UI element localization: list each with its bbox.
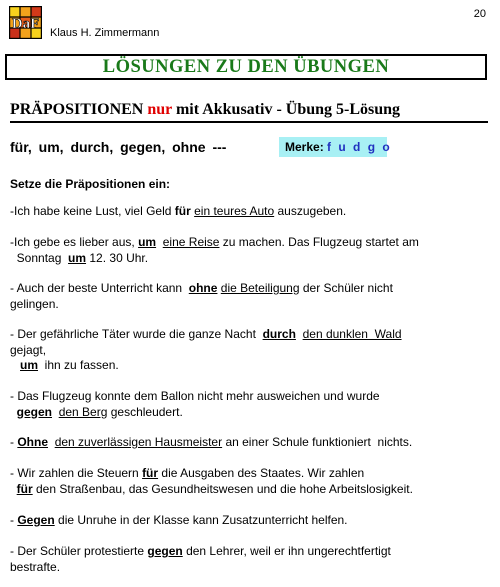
sentence-text xyxy=(48,435,55,449)
answer-object: den Berg xyxy=(58,404,108,419)
merke-box xyxy=(279,137,392,157)
exercise-1 xyxy=(10,204,492,220)
exercise-3 xyxy=(10,281,492,312)
heading-part2: mit Akkusativ - Übung 5-Lösung xyxy=(171,101,401,118)
sentence-text: - xyxy=(10,435,18,449)
merke-label: Merke: xyxy=(285,140,328,154)
sentence-text: - xyxy=(10,513,18,527)
exercise-6 xyxy=(10,435,492,451)
sentence-text: - Das Flugzeug konnte dem Ballon nicht mehr ausweichen und wurde xyxy=(10,389,380,403)
exercise-8 xyxy=(10,513,492,529)
page-title: LÖSUNGEN ZU DEN ÜBUNGEN xyxy=(5,54,487,80)
merke-code: f u d g o xyxy=(327,140,392,154)
answer-preposition: ohne xyxy=(188,281,218,295)
heading-part1: PRÄPOSITIONEN xyxy=(10,101,148,118)
sentence-text xyxy=(10,482,17,496)
exercise-5 xyxy=(10,389,492,420)
sentence-text: - Wir zahlen die Steuern xyxy=(10,466,143,480)
sentence-text: die Ausgaben des Staates. Wir zahlen xyxy=(158,466,365,480)
answer-preposition: für xyxy=(142,466,159,480)
answer-preposition: gegen xyxy=(147,544,183,558)
section-heading xyxy=(10,101,400,119)
answer-preposition: um xyxy=(68,250,87,265)
sentence-text xyxy=(52,405,59,419)
preposition-list: für, um, durch, gegen, ohne --- xyxy=(10,139,227,155)
sentence-text: auszugeben. xyxy=(274,204,347,218)
heading-highlight: nur xyxy=(147,101,172,118)
answer-object: den zuverlässigen Hausmeister xyxy=(54,435,223,449)
heading-underline xyxy=(10,121,488,123)
answer-preposition: für xyxy=(174,204,191,218)
sentence-text: - Der Schüler protestierte xyxy=(10,544,148,558)
answer-preposition: für xyxy=(16,481,33,496)
answer-preposition: gegen xyxy=(16,404,53,419)
sentence-text xyxy=(10,405,17,419)
answer-object: ein teures Auto xyxy=(194,204,275,218)
answer-preposition: Gegen xyxy=(17,513,55,527)
sentence-text: ihn zu fassen. xyxy=(38,358,119,372)
daf-logo xyxy=(9,6,42,39)
sentence-text: geschleudert. xyxy=(107,404,183,419)
answer-object: den dunklen Wald xyxy=(302,327,402,341)
sentence-text: gelingen. xyxy=(10,296,59,311)
sentence-text: gejagt, xyxy=(10,342,47,357)
sentence-text: 12. 30 Uhr. xyxy=(86,250,149,265)
sentence-text: an einer Schule funktioniert nichts. xyxy=(222,435,413,449)
sentence-text: der Schüler nicht xyxy=(299,281,393,295)
sentence-text: -Ich habe keine Lust, viel Geld xyxy=(10,204,175,218)
sentence-text: Sonntag xyxy=(10,250,69,265)
exercise-2 xyxy=(10,235,492,266)
answer-preposition: Ohne xyxy=(17,435,49,449)
answer-preposition: um xyxy=(138,235,157,249)
instruction: Setze die Präpositionen ein: xyxy=(10,177,171,191)
answer-preposition: um xyxy=(20,358,39,372)
logo-text: DaF xyxy=(11,16,40,32)
answer-preposition: durch xyxy=(262,327,296,341)
author-name: Klaus H. Zimmermann xyxy=(50,27,160,39)
sentence-text: den Lehrer, weil er ihn ungerechtfertigt xyxy=(182,544,391,558)
sentence-text: zu machen. Das Flugzeug startet am xyxy=(219,235,419,249)
page-number: 20 xyxy=(473,8,486,20)
sentence-text xyxy=(10,358,20,372)
exercise-4 xyxy=(10,327,492,374)
answer-object: eine Reise xyxy=(162,235,220,249)
sentence-text: - Auch der beste Unterricht kann xyxy=(10,281,189,295)
sentence-text xyxy=(296,327,303,341)
exercise-9 xyxy=(10,544,492,575)
sentence-text: - Der gefährliche Täter wurde die ganze Nacht xyxy=(10,327,263,341)
sentence-text xyxy=(156,235,163,249)
sentence-text: den Straßenbau, das Gesundheitswesen und die hohe Arbeitslosigkeit. xyxy=(32,481,413,496)
sentence-text: die Unruhe in der Klasse kann Zusatzunterricht helfen. xyxy=(54,513,348,527)
answer-object: die Beteiligung xyxy=(220,281,300,295)
sentence-text: -Ich gebe es lieber aus, xyxy=(10,235,139,249)
sentence-text: bestrafte. xyxy=(10,559,61,574)
exercise-7 xyxy=(10,466,492,497)
